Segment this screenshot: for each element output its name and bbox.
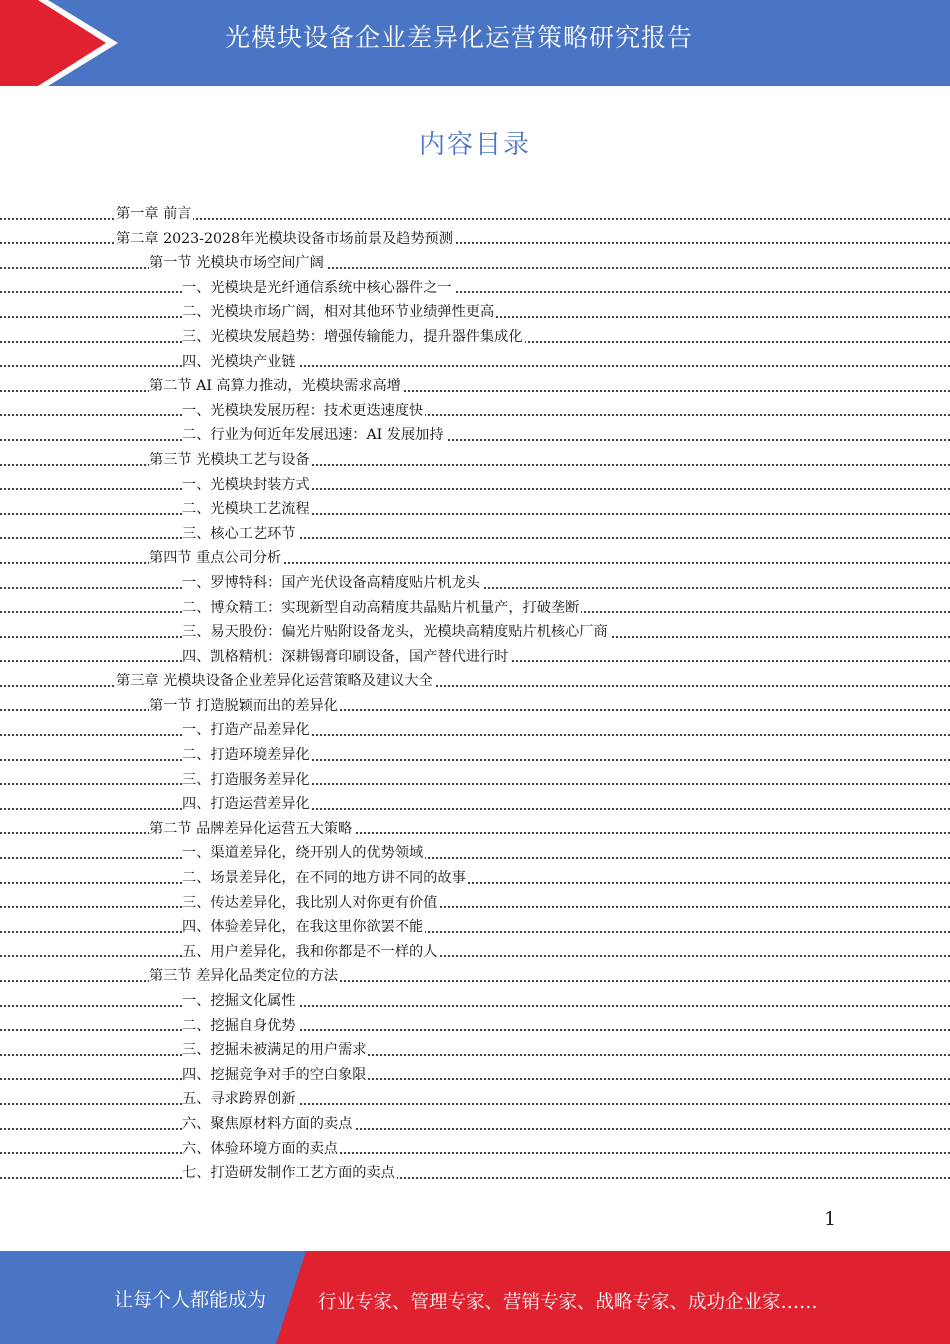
- toc-leader-dots: [0, 808, 950, 810]
- toc-entry[interactable]: [0, 374, 950, 399]
- toc-entry[interactable]: [0, 1014, 950, 1039]
- toc-entry-text: 三、核心工艺环节: [182, 525, 296, 542]
- toc-entry[interactable]: [0, 1063, 950, 1088]
- toc-heading: 内容目录: [418, 130, 531, 160]
- toc-leader-dots: [0, 1103, 950, 1105]
- toc-entry[interactable]: [0, 718, 950, 743]
- report-title: 光模块设备企业差异化运营策略研究报告: [225, 23, 694, 52]
- toc-entry[interactable]: [0, 227, 950, 252]
- toc-leader-dots: [0, 537, 950, 539]
- toc-entry[interactable]: [0, 645, 950, 670]
- toc-entry[interactable]: [0, 497, 950, 522]
- toc-leader-dots: [0, 390, 950, 392]
- toc-entry[interactable]: [0, 743, 950, 768]
- table-of-contents: [0, 202, 950, 1186]
- toc-leader-dots: [0, 562, 950, 564]
- toc-entry[interactable]: [0, 473, 950, 498]
- toc-entry[interactable]: [0, 1112, 950, 1137]
- toc-leader-dots: [0, 783, 950, 785]
- toc-leader-dots: [0, 267, 950, 269]
- toc-leader-dots: [0, 513, 950, 515]
- toc-entry[interactable]: [0, 866, 950, 891]
- toc-leader-dots: [0, 832, 950, 834]
- toc-entry[interactable]: [0, 399, 950, 424]
- toc-entry-text: 五、用户差异化，我和你都是不一样的人: [182, 943, 438, 960]
- toc-entry-text: 第一节 光模块市场空间广阔: [149, 255, 324, 272]
- toc-leader-dots: [0, 980, 950, 982]
- toc-entry-text: 六、体验环境方面的卖点: [182, 1140, 339, 1157]
- toc-entry[interactable]: [0, 694, 950, 719]
- toc-entry-text: 一、挖掘文化属性: [182, 993, 296, 1009]
- toc-entry-text: 二、行业为何近年发展迅速：AI 发展加持: [182, 427, 444, 444]
- toc-entry[interactable]: [0, 251, 950, 276]
- toc-entry[interactable]: [0, 1038, 950, 1063]
- toc-leader-dots: [0, 365, 950, 367]
- toc-leader-dots: [0, 488, 950, 490]
- toc-entry-text: 第二章 2023-2028年光模块设备市场前景及趋势预测: [116, 230, 453, 247]
- toc-entry-text: 二、挖掘自身优势: [182, 1017, 296, 1034]
- toc-entry-text: 第一章 前言: [116, 206, 192, 222]
- toc-entry-text: 三、打造服务差异化: [182, 771, 310, 788]
- toc-entry[interactable]: [0, 423, 950, 448]
- toc-entry[interactable]: [0, 817, 950, 842]
- toc-leader-dots: [0, 709, 950, 711]
- toc-entry-text: 三、挖掘未被满足的用户需求: [182, 1042, 367, 1059]
- toc-entry-text: 二、光模块市场广阔，相对其他环节业绩弹性更高: [182, 304, 495, 321]
- toc-leader-dots: [0, 906, 950, 908]
- toc-entry[interactable]: [0, 596, 950, 621]
- header-banner: [0, 0, 950, 86]
- toc-entry-text: 四、光模块产业链: [182, 353, 296, 370]
- toc-entry-text: 二、场景差异化，在不同的地方讲不同的故事: [182, 870, 466, 887]
- toc-entry-text: 四、体验差异化，在我这里你欲罢不能: [182, 919, 424, 936]
- toc-entry-text: 一、光模块封装方式: [182, 476, 310, 493]
- toc-leader-dots: [0, 882, 950, 884]
- page-number: 1: [824, 1208, 837, 1230]
- toc-entry[interactable]: [0, 350, 950, 375]
- toc-entry[interactable]: [0, 964, 950, 989]
- toc-leader-dots: [0, 1029, 950, 1031]
- toc-entry-text: 六、聚焦原材料方面的卖点: [182, 1115, 353, 1132]
- toc-entry-text: 四、凯格精机：深耕锡膏印刷设备，国产替代进行时: [182, 648, 509, 665]
- toc-entry[interactable]: [0, 1137, 950, 1162]
- toc-entry-text: 一、光模块是光纤通信系统中核心器件之一: [182, 279, 452, 296]
- toc-entry[interactable]: [0, 448, 950, 473]
- toc-entry-text: 第二节 品牌差异化运营五大策略: [149, 820, 353, 837]
- toc-leader-dots: [0, 734, 950, 736]
- toc-entry[interactable]: [0, 1161, 950, 1186]
- footer-banner: [0, 1251, 950, 1344]
- toc-entry-text: 第三节 光模块工艺与设备: [149, 451, 310, 468]
- toc-entry-text: 二、光模块工艺流程: [182, 501, 310, 518]
- toc-entry-text: 第三节 差异化品类定位的方法: [149, 968, 338, 985]
- toc-leader-dots: [0, 857, 950, 859]
- toc-leader-dots: [0, 1054, 950, 1056]
- toc-entry[interactable]: [0, 325, 950, 350]
- toc-leader-dots: [0, 291, 950, 293]
- footer-slogan-left: 让每个人都能成为: [114, 1289, 267, 1311]
- toc-entry[interactable]: [0, 276, 950, 301]
- toc-entry[interactable]: [0, 522, 950, 547]
- toc-entry-text: 三、光模块发展趋势：增强传输能力，提升器件集成化: [182, 328, 523, 345]
- toc-entry[interactable]: [0, 768, 950, 793]
- toc-entry[interactable]: [0, 1087, 950, 1112]
- toc-entry[interactable]: [0, 571, 950, 596]
- toc-entry-text: 三、传达差异化，我比别人对你更有价值: [182, 894, 438, 911]
- toc-entry[interactable]: [0, 940, 950, 965]
- toc-leader-dots: [0, 931, 950, 933]
- toc-entry[interactable]: [0, 915, 950, 940]
- toc-entry-text: 四、挖掘竞争对手的空白象限: [182, 1066, 367, 1083]
- toc-entry[interactable]: [0, 669, 950, 694]
- toc-leader-dots: [0, 759, 950, 761]
- toc-entry[interactable]: [0, 202, 950, 227]
- toc-entry-text: 二、博众精工：实现新型自动高精度共晶贴片机量产，打破垄断: [182, 599, 580, 616]
- toc-entry[interactable]: [0, 792, 950, 817]
- toc-entry[interactable]: [0, 841, 950, 866]
- toc-leader-dots: [0, 1152, 950, 1154]
- toc-entry-text: 第二节 AI 高算力推动，光模块需求高增: [149, 378, 401, 395]
- toc-entry-text: 第一节 打造脱颖而出的差异化: [149, 697, 338, 714]
- toc-leader-dots: [0, 1128, 950, 1130]
- toc-entry-text: 第四节 重点公司分析: [149, 550, 282, 567]
- toc-entry-text: 三、易天股份：偏光片贴附设备龙头，光模块高精度贴片机核心厂商: [182, 624, 608, 641]
- toc-entry[interactable]: [0, 546, 950, 571]
- toc-entry-text: 一、打造产品差异化: [182, 722, 310, 739]
- toc-entry[interactable]: [0, 300, 950, 325]
- toc-leader-dots: [0, 1005, 950, 1007]
- toc-leader-dots: [0, 439, 950, 441]
- toc-entry-text: 第三章 光模块设备企业差异化运营策略及建议大全: [116, 673, 433, 690]
- toc-leader-dots: [0, 1078, 950, 1080]
- footer-slogan-right: 行业专家、管理专家、营销专家、战略专家、成功企业家……: [318, 1292, 818, 1313]
- toc-entry-text: 二、打造环境差异化: [182, 747, 310, 764]
- toc-leader-dots: [0, 1177, 950, 1179]
- toc-leader-dots: [0, 955, 950, 957]
- toc-leader-dots: [0, 414, 950, 416]
- toc-entry-text: 一、罗博特科：国产光伏设备高精度贴片机龙头: [182, 574, 480, 591]
- toc-leader-dots: [0, 464, 950, 466]
- toc-entry-text: 四、打造运营差异化: [182, 796, 310, 813]
- toc-entry[interactable]: [0, 891, 950, 916]
- toc-entry[interactable]: [0, 989, 950, 1014]
- toc-entry-text: 一、光模块发展历程：技术更迭速度快: [182, 402, 424, 419]
- toc-entry-text: 七、打造研发制作工艺方面的卖点: [182, 1165, 395, 1182]
- toc-entry-text: 一、渠道差异化，绕开别人的优势领域: [182, 845, 424, 862]
- toc-entry-text: 五、寻求跨界创新: [182, 1091, 296, 1108]
- toc-entry[interactable]: [0, 620, 950, 645]
